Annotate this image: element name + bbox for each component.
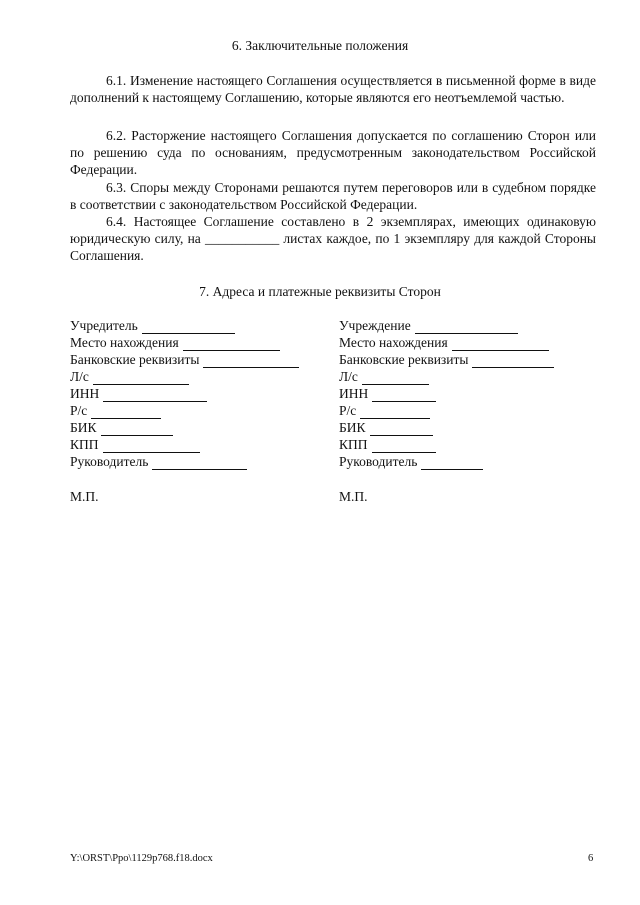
kpp-blank[interactable] xyxy=(103,440,200,453)
account-blank[interactable] xyxy=(362,372,429,385)
institution-row: Место нахождения xyxy=(339,334,589,351)
inn-blank[interactable] xyxy=(103,389,207,402)
inn-blank[interactable] xyxy=(372,389,436,402)
institution-row: ИНН xyxy=(339,385,589,402)
institution-row: Р/с xyxy=(339,402,589,419)
institution-requisites xyxy=(339,317,589,470)
institution-row: Руководитель xyxy=(339,453,589,470)
institution-seal-label: М.П. xyxy=(339,489,368,504)
account-blank[interactable] xyxy=(93,372,189,385)
bank-blank[interactable] xyxy=(203,355,299,368)
institution-row: Учреждение xyxy=(339,317,589,334)
founder-row: БИК xyxy=(70,419,320,436)
page-number: 6 xyxy=(588,853,594,864)
bik-blank[interactable] xyxy=(101,423,173,436)
founder-row: Р/с xyxy=(70,402,320,419)
founder-row: Руководитель xyxy=(70,453,320,470)
founder-blank[interactable] xyxy=(142,321,235,334)
paragraph-6-1: 6.1. Изменение настоящего Соглашения осуществляется в письменной форме в виде дополнений к настоящему Соглашению, которые являются его неотъемлемой частью. xyxy=(70,73,596,105)
paragraph-6-2: 6.2. Расторжение настоящего Соглашения допускается по соглашению Сторон или по решению суда по основаниям, предусмотренным законодательством Российской Федерации. xyxy=(70,128,596,177)
head-blank[interactable] xyxy=(421,457,483,470)
section-7-title: 7. Адреса и платежные реквизиты Сторон xyxy=(199,284,441,299)
founder-row: ИНН xyxy=(70,385,320,402)
founder-requisites xyxy=(70,317,320,470)
paragraph-6-4: 6.4. Настоящее Соглашение составлено в 2 экземплярах, имеющих одинаковую юридическую силу, на ___________ листах каждое, по 1 экземпляру для каждой Стороны Соглашения. xyxy=(70,214,596,263)
file-path: Y:\ORST\Ppo\1129p768.f18.docx xyxy=(70,853,213,864)
institution-row: Банковские реквизиты xyxy=(339,351,589,368)
bank-blank[interactable] xyxy=(472,355,554,368)
institution-row: Л/с xyxy=(339,368,589,385)
founder-row: Банковские реквизиты xyxy=(70,351,320,368)
institution-row: КПП xyxy=(339,436,589,453)
bik-blank[interactable] xyxy=(370,423,433,436)
rs-blank[interactable] xyxy=(91,406,161,419)
location-blank[interactable] xyxy=(183,338,280,351)
paragraph-6-3: 6.3. Споры между Сторонами решаются путем переговоров или в судебном порядке в соответствии с законодательством Российской Федерации. xyxy=(70,180,596,212)
kpp-blank[interactable] xyxy=(372,440,436,453)
founder-row: Л/с xyxy=(70,368,320,385)
founder-seal-label: М.П. xyxy=(70,489,99,504)
rs-blank[interactable] xyxy=(360,406,430,419)
location-blank[interactable] xyxy=(452,338,549,351)
institution-row: БИК xyxy=(339,419,589,436)
founder-row: Учредитель xyxy=(70,317,320,334)
institution-blank[interactable] xyxy=(415,321,518,334)
founder-row: КПП xyxy=(70,436,320,453)
founder-row: Место нахождения xyxy=(70,334,320,351)
head-blank[interactable] xyxy=(152,457,247,470)
section-6-title: 6. Заключительные положения xyxy=(231,38,409,53)
